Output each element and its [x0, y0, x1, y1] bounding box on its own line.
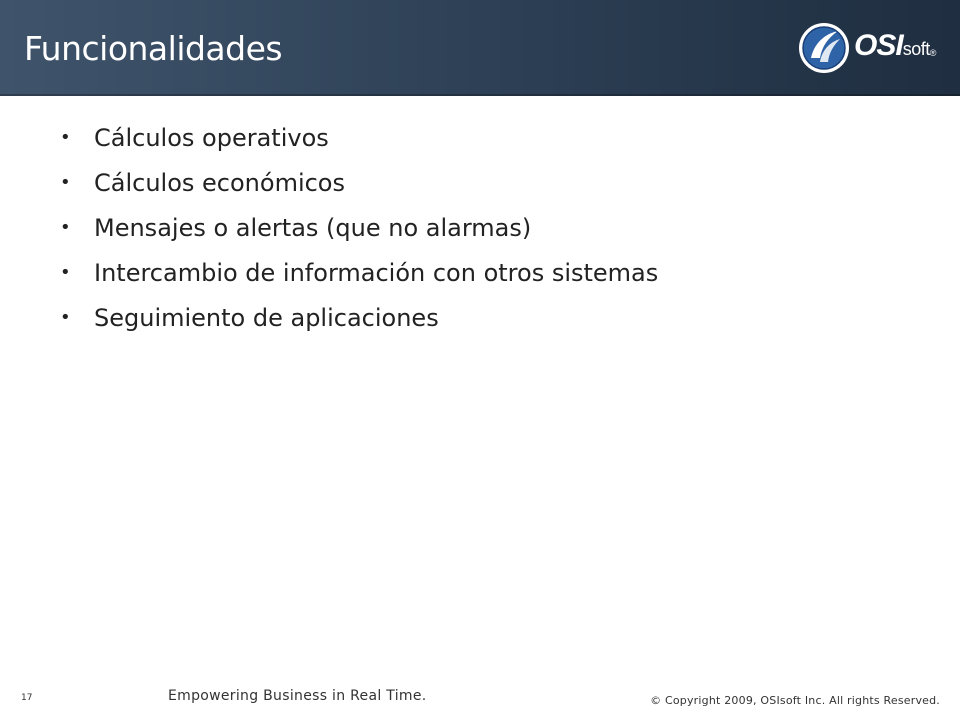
slide-title: Funcionalidades	[24, 29, 283, 68]
bullet-text: Intercambio de información con otros sistemas	[94, 259, 659, 287]
osisoft-emblem-icon	[798, 20, 850, 76]
list-item	[56, 161, 658, 206]
bullet-text: Mensajes o alertas (que no alarmas)	[94, 214, 532, 242]
bullet-dot-icon: •	[60, 172, 71, 193]
bullet-list	[56, 116, 658, 341]
bullet-dot-icon: •	[60, 262, 71, 283]
bullet-dot-icon: •	[60, 127, 71, 148]
slide-number: 17	[21, 693, 33, 703]
list-item	[56, 296, 658, 341]
bullet-text: Seguimiento de aplicaciones	[94, 304, 439, 332]
bullet-text: Cálculos operativos	[94, 124, 329, 152]
bullet-text: Cálculos económicos	[94, 169, 345, 197]
bullet-dot-icon: •	[60, 217, 71, 238]
bullet-dot-icon: •	[60, 307, 71, 328]
osisoft-logo	[798, 20, 948, 76]
footer-copyright: © Copyright 2009, OSIsoft Inc. All rights Reserved.	[650, 694, 940, 707]
list-item	[56, 116, 658, 161]
list-item	[56, 251, 658, 296]
slide-header	[0, 0, 960, 96]
list-item	[56, 206, 658, 251]
footer-tagline: Empowering Business in Real Time.	[168, 688, 427, 704]
logo-wordmark: OSIsoft®	[854, 29, 937, 62]
